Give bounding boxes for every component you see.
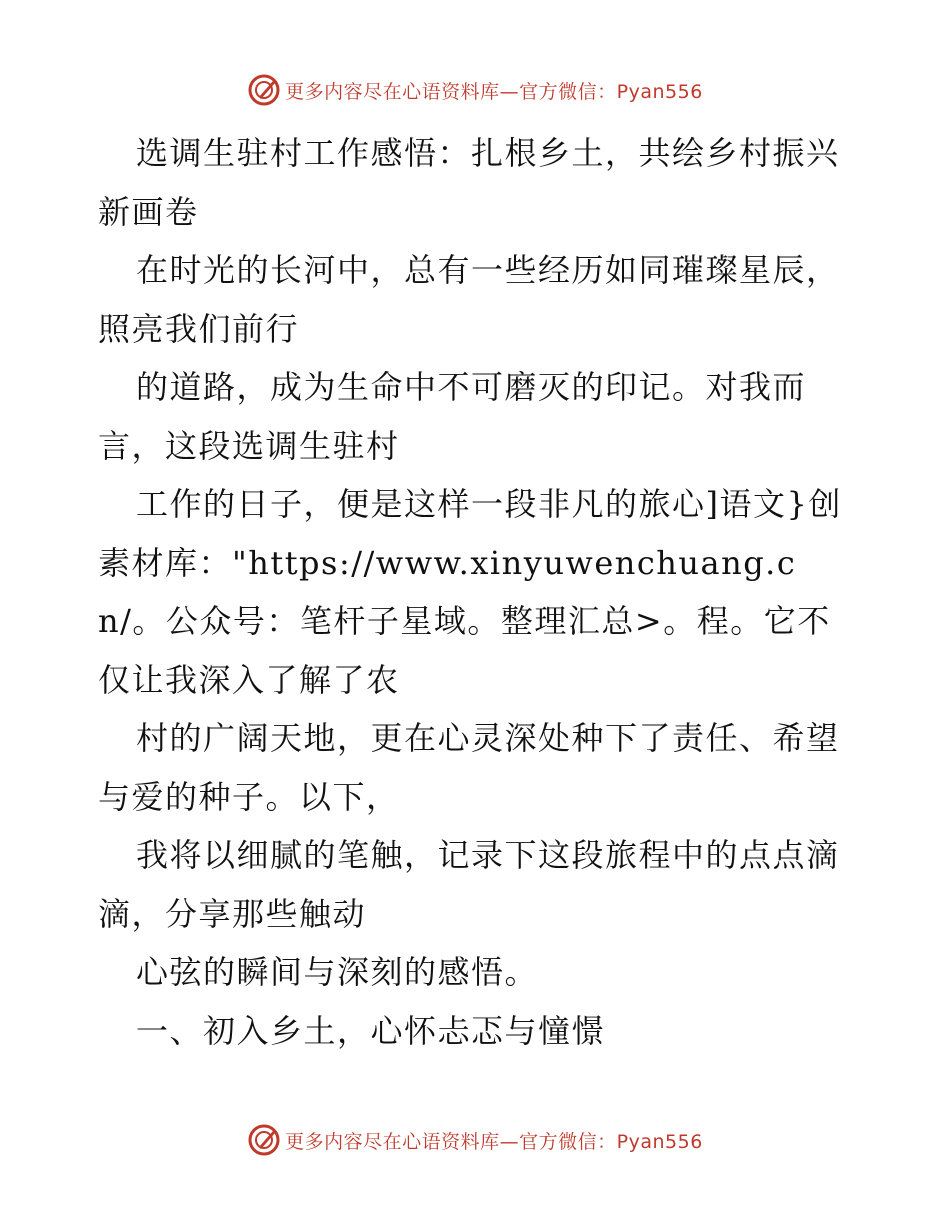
section-heading: 一、初入乡土，心怀忐忑与憧憬 [136, 1011, 606, 1050]
title-line: 选调生驻村工作感悟：扎根乡土，共绘乡村振兴新画卷 [98, 134, 840, 231]
footer-banner [0, 1118, 950, 1162]
paragraph: 工作的日子，便是这样一段非凡的旅心]语文}创素材库："https://www.xinyuwenchuang.cn/。公众号：笔杆子星域。整理汇总>。程。它不仅让我深入了解了农 [98, 485, 842, 699]
header-banner-text: 更多内容尽在心语资料库—官方微信：Pyan556 [285, 80, 703, 103]
document-body [98, 124, 858, 1060]
brand-logo-icon [247, 73, 281, 107]
paragraph: 我将以细腻的笔触，记录下这段旅程中的点点滴滴，分享那些触动 [98, 836, 840, 933]
footer-banner-text: 更多内容尽在心语资料库—官方微信：Pyan556 [285, 1130, 703, 1153]
brand-logo-icon [247, 1123, 281, 1157]
paragraph: 在时光的长河中，总有一些经历如同璀璨星辰，照亮我们前行 [98, 251, 840, 348]
header-banner [0, 68, 950, 112]
paragraph: 心弦的瞬间与深刻的感悟。 [136, 953, 539, 991]
paragraph: 的道路，成为生命中不可磨灭的印记。对我而言，这段选调生驻村 [98, 368, 807, 465]
paragraph: 村的广阔天地，更在心灵深处种下了责任、希望与爱的种子。以下， [98, 719, 840, 816]
